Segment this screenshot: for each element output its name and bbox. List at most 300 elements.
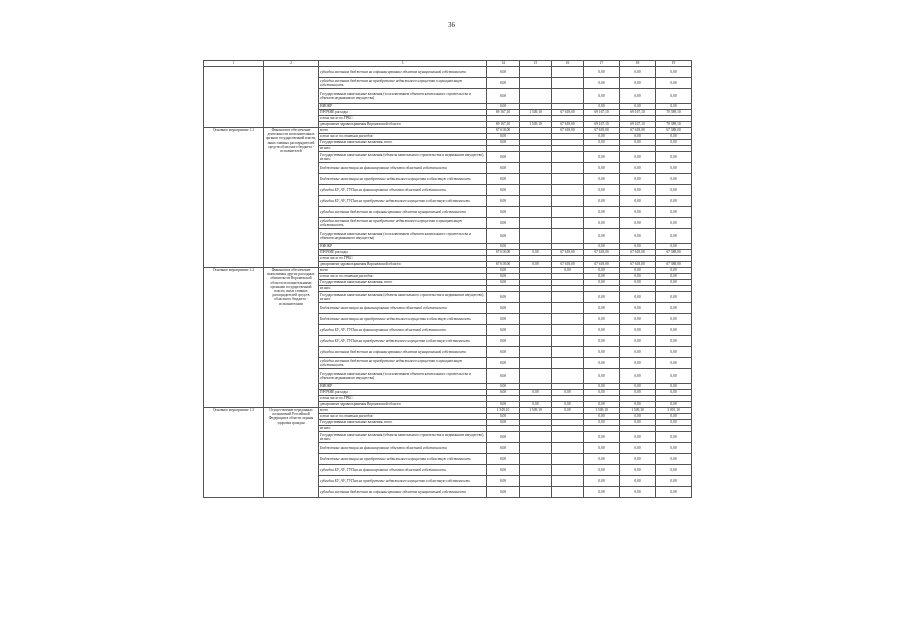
amount-cell: 0,00 (584, 390, 620, 396)
amount-cell: 69 167,10 (584, 122, 620, 128)
amount-cell: 0,00 (656, 229, 692, 244)
amount-cell: 0,00 (656, 487, 692, 498)
amount-cell: 0,00 (620, 402, 656, 408)
amount-cell: 0,00 (584, 280, 620, 286)
amount-cell: 0,00 (620, 314, 656, 325)
amount-cell: 0,00 (487, 67, 520, 78)
amount-cell (552, 369, 584, 384)
expense-item-cell: Бюджетные инвестиции на приобретение недвижимого имущества в областную собственность (319, 454, 487, 465)
amount-cell (520, 67, 552, 78)
expense-item-cell: Государственные капитальные вложения (объекты капитального строительства и недвижимое имущество), из них: (319, 432, 487, 443)
amount-cell: 0,00 (620, 369, 656, 384)
amount-cell (552, 454, 584, 465)
amount-cell (520, 78, 552, 89)
amount-cell: 0,00 (620, 134, 656, 140)
expense-item-cell: в том числе по статьям расходов: (319, 134, 487, 140)
amount-cell: 67 618,00 (620, 250, 656, 256)
expense-item-cell: субсидии местным бюджетам на приобретение недвижимого имущества в муниципальную собственность (319, 358, 487, 369)
amount-cell: 0,00 (487, 196, 520, 207)
expense-item-cell: Бюджетные инвестиции на финансирование объектов областной собственности (319, 163, 487, 174)
amount-cell: 0,00 (584, 218, 620, 229)
amount-cell: 0,00 (620, 384, 656, 390)
amount-cell: 0,00 (584, 134, 620, 140)
amount-cell: 0,00 (584, 414, 620, 420)
amount-cell: 0,00 (487, 303, 520, 314)
amount-cell (552, 347, 584, 358)
amount-cell: 69 167,10 (487, 110, 520, 116)
amount-cell: 0,00 (656, 218, 692, 229)
amount-cell (552, 185, 584, 196)
expense-item-cell: всего (319, 128, 487, 134)
amount-cell: 0,00 (552, 390, 584, 396)
amount-cell: 67 618,00 (487, 250, 520, 256)
amount-cell: 0,00 (520, 262, 552, 268)
amount-cell: 0,00 (584, 104, 620, 110)
amount-cell: 0,00 (620, 152, 656, 163)
amount-cell (520, 487, 552, 498)
amount-cell: 0,00 (656, 174, 692, 185)
amount-cell: 0,00 (584, 369, 620, 384)
amount-cell: 0,00 (656, 454, 692, 465)
amount-cell: 0,00 (584, 174, 620, 185)
amount-cell: 67 618,00 (552, 110, 584, 116)
expense-item-cell: Бюджетные инвестиции на финансирование объектов областной собственности (319, 303, 487, 314)
amount-cell: 1 549,10 (520, 110, 552, 116)
expense-item-cell: департамент здравоохранения Воронежской области (319, 122, 487, 128)
amount-cell (552, 465, 584, 476)
amount-cell: 0,00 (584, 314, 620, 325)
amount-cell: 0,00 (584, 67, 620, 78)
amount-cell (552, 78, 584, 89)
amount-cell (552, 487, 584, 498)
amount-cell: 0,00 (656, 104, 692, 110)
amount-cell: 70 389,10 (656, 122, 692, 128)
amount-cell: 1 549,10 (520, 408, 552, 414)
page-number: 36 (448, 21, 455, 29)
expense-item-cell: НИОКР (319, 104, 487, 110)
expense-item-cell: субсидии БУ, АУ, ГУПам на приобретение недвижимого имущества в областную собственность (319, 336, 487, 347)
amount-cell: 0,00 (620, 347, 656, 358)
amount-cell: 0,00 (487, 104, 520, 110)
amount-cell: 0,00 (487, 140, 520, 146)
amount-cell (520, 207, 552, 218)
expense-item-cell: ПРОЧИЕ расходы (319, 390, 487, 396)
expense-item-cell: субсидии местным бюджетам на софинансирование объектов муниципальной собственности (319, 347, 487, 358)
expense-item-cell: в том числе по ГРБС: (319, 116, 487, 122)
amount-cell: 1 549,10 (620, 408, 656, 414)
amount-cell: 0,00 (656, 420, 692, 426)
expense-item-cell: Государственные капитальные вложения (объекты капитального строительства и недвижимое имущество), из них: (319, 152, 487, 163)
amount-cell: 0,00 (656, 67, 692, 78)
amount-cell: 0,00 (620, 414, 656, 420)
header-cell: 15 (520, 61, 552, 67)
amount-cell: 0,00 (584, 432, 620, 443)
amount-cell: 67 618,00 (487, 128, 520, 134)
amount-cell: 0,00 (620, 89, 656, 104)
expense-item-cell: из них: (319, 146, 487, 152)
amount-cell: 0,00 (620, 244, 656, 250)
expense-item-cell: субсидии местным бюджетам на приобретение недвижимого имущества в муниципальную собственность (319, 78, 487, 89)
amount-cell: 0,00 (620, 432, 656, 443)
header-cell: 2 (264, 61, 319, 67)
amount-cell: 0,00 (656, 358, 692, 369)
amount-cell: 0,00 (584, 196, 620, 207)
amount-cell: 0,00 (584, 152, 620, 163)
amount-cell (520, 185, 552, 196)
amount-cell: 67 388,00 (656, 262, 692, 268)
amount-cell: 0,00 (487, 174, 520, 185)
expense-item-cell: субсидии БУ, АУ, ГУПам на финансирование объектов областной собственности (319, 185, 487, 196)
amount-cell: 0,00 (487, 432, 520, 443)
amount-cell: 0,00 (656, 443, 692, 454)
amount-cell (552, 67, 584, 78)
amount-cell: 0,00 (620, 229, 656, 244)
amount-cell: 70 389,10 (656, 110, 692, 116)
amount-cell: 0,00 (620, 174, 656, 185)
amount-cell: 0,00 (487, 476, 520, 487)
amount-cell (520, 196, 552, 207)
amount-cell (552, 292, 584, 303)
amount-cell: 0,00 (620, 274, 656, 280)
amount-cell: 0,00 (584, 292, 620, 303)
expense-item-cell: субсидии местным бюджетам на софинансирование объектов муниципальной собственности (319, 487, 487, 498)
amount-cell: 0,00 (584, 244, 620, 250)
amount-cell: 0,00 (620, 218, 656, 229)
expense-item-cell: НИОКР (319, 244, 487, 250)
amount-cell: 0,00 (487, 347, 520, 358)
amount-cell: 0,00 (487, 390, 520, 396)
amount-cell: 0,00 (487, 274, 520, 280)
amount-cell (520, 325, 552, 336)
amount-cell: 0,00 (656, 185, 692, 196)
amount-cell (520, 369, 552, 384)
header-cell: 16 (552, 61, 584, 67)
amount-cell: 0,00 (487, 487, 520, 498)
amount-cell: 69 167,10 (620, 122, 656, 128)
amount-cell: 0,00 (520, 390, 552, 396)
amount-cell: 0,00 (487, 443, 520, 454)
expense-item-cell: Государственные капитальные вложения (за исключением объектов капитального строительства и объектов недвижимого имущества) (319, 229, 487, 244)
header-cell: 19 (656, 61, 692, 67)
amount-cell (552, 196, 584, 207)
amount-cell (520, 292, 552, 303)
amount-cell: 0,00 (620, 325, 656, 336)
amount-cell: 0,00 (620, 358, 656, 369)
amount-cell: 0,00 (620, 268, 656, 274)
amount-cell: 0,00 (656, 274, 692, 280)
header-cell: 18 (620, 61, 656, 67)
amount-cell: 0,00 (487, 244, 520, 250)
amount-cell: 0,00 (620, 420, 656, 426)
amount-cell: 0,00 (552, 408, 584, 414)
amount-cell: 0,00 (487, 268, 520, 274)
amount-cell (520, 218, 552, 229)
expense-item-cell: НИОКР (319, 384, 487, 390)
amount-cell: 0,00 (487, 134, 520, 140)
amount-cell: 0,00 (656, 207, 692, 218)
amount-cell: 0,00 (584, 274, 620, 280)
amount-cell: 0,00 (656, 369, 692, 384)
amount-cell: 0,00 (487, 465, 520, 476)
amount-cell: 0,00 (620, 78, 656, 89)
amount-cell: 0,00 (584, 303, 620, 314)
event-description-cell: Осуществление переданных полномочий Российской Федерации в области охраны здоровья граждан (264, 408, 319, 498)
amount-cell (520, 174, 552, 185)
expense-item-cell: всего (319, 268, 487, 274)
amount-cell: 0,00 (584, 325, 620, 336)
amount-cell: 0,00 (656, 280, 692, 286)
amount-cell (552, 314, 584, 325)
amount-cell: 0,00 (656, 196, 692, 207)
amount-cell: 0,00 (584, 443, 620, 454)
event-name-cell: Основное мероприятие 1.1 (204, 128, 264, 268)
amount-cell: 0,00 (584, 336, 620, 347)
expense-item-cell: Государственные капитальные вложения, всего (319, 140, 487, 146)
expense-item-cell: Государственные капитальные вложения (за исключением объектов капитального строительства и объектов недвижимого имущества) (319, 369, 487, 384)
amount-cell (520, 89, 552, 104)
amount-cell: 0,00 (584, 454, 620, 465)
expense-item-cell: Бюджетные инвестиции на финансирование объектов областной собственности (319, 443, 487, 454)
amount-cell: 0,00 (487, 280, 520, 286)
expense-item-cell: в том числе по ГРБС: (319, 256, 487, 262)
amount-cell: 0,00 (487, 152, 520, 163)
expense-item-cell: всего (319, 408, 487, 414)
expense-item-cell: субсидии местным бюджетам на софинансирование объектов муниципальной собственности (319, 67, 487, 78)
amount-cell: 0,00 (620, 196, 656, 207)
amount-cell (520, 229, 552, 244)
amount-cell: 0,00 (487, 454, 520, 465)
amount-cell (552, 152, 584, 163)
amount-cell: 0,00 (487, 163, 520, 174)
amount-cell: 0,00 (656, 292, 692, 303)
amount-cell: 0,00 (487, 384, 520, 390)
amount-cell: 0,00 (656, 390, 692, 396)
amount-cell: 67 618,00 (552, 122, 584, 128)
amount-cell: 0,00 (487, 185, 520, 196)
amount-cell: 0,00 (656, 336, 692, 347)
amount-cell: 0,00 (656, 134, 692, 140)
expense-item-cell: ПРОЧИЕ расходы (319, 250, 487, 256)
amount-cell: 0,00 (584, 487, 620, 498)
amount-cell (520, 465, 552, 476)
amount-cell: 0,00 (584, 140, 620, 146)
amount-cell: 67 618,00 (620, 128, 656, 134)
amount-cell: 0,00 (656, 78, 692, 89)
amount-cell: 0,00 (656, 476, 692, 487)
amount-cell: 0,00 (584, 268, 620, 274)
amount-cell: 0,00 (620, 303, 656, 314)
amount-cell: 0,00 (584, 358, 620, 369)
amount-cell: 67 618,00 (487, 262, 520, 268)
amount-cell (552, 325, 584, 336)
expense-item-cell: субсидии БУ, АУ, ГУПам на финансирование объектов областной собственности (319, 465, 487, 476)
amount-cell: 0,00 (656, 325, 692, 336)
amount-cell: 0,00 (656, 89, 692, 104)
amount-cell: 0,00 (584, 78, 620, 89)
amount-cell: 0,00 (584, 420, 620, 426)
amount-cell: 0,00 (487, 336, 520, 347)
amount-cell: 0,00 (584, 229, 620, 244)
amount-cell: 0,00 (487, 420, 520, 426)
amount-cell: 0,00 (656, 152, 692, 163)
expense-item-cell: из них: (319, 286, 487, 292)
amount-cell (552, 443, 584, 454)
amount-cell: 67 618,00 (584, 262, 620, 268)
amount-cell: 0,00 (620, 104, 656, 110)
event-name-cell: Основное мероприятие 1.2 (204, 268, 264, 408)
amount-cell (552, 476, 584, 487)
amount-cell: 0,00 (656, 140, 692, 146)
amount-cell (520, 454, 552, 465)
amount-cell: 0,00 (487, 314, 520, 325)
amount-cell: 0,00 (656, 268, 692, 274)
amount-cell: 0,00 (656, 414, 692, 420)
amount-cell: 0,00 (656, 314, 692, 325)
amount-cell (520, 476, 552, 487)
amount-cell: 0,00 (487, 78, 520, 89)
amount-cell: 0,00 (487, 402, 520, 408)
table-row (204, 67, 692, 78)
amount-cell: 0,00 (620, 443, 656, 454)
amount-cell: 67 618,00 (584, 128, 620, 134)
amount-cell (520, 358, 552, 369)
amount-cell: 67 618,00 (552, 250, 584, 256)
amount-cell: 0,00 (656, 465, 692, 476)
amount-cell (520, 432, 552, 443)
amount-cell: 0,00 (584, 163, 620, 174)
amount-cell: 0,00 (656, 384, 692, 390)
amount-cell: 0,00 (487, 218, 520, 229)
amount-cell: 0,00 (656, 347, 692, 358)
amount-cell (520, 152, 552, 163)
expense-item-cell: в том числе по статьям расходов: (319, 414, 487, 420)
amount-cell (520, 163, 552, 174)
expense-item-cell: из них: (319, 426, 487, 432)
event-description-cell: Финансовое обеспечение выполнения других расходных обязательств Воронежской области исполнительными органами государственной власти, иных главных распорядителей средств областного бюджета - исполнителями (264, 268, 319, 408)
amount-cell: 0,00 (656, 163, 692, 174)
amount-cell: 67 618,00 (552, 262, 584, 268)
amount-cell (552, 207, 584, 218)
amount-cell: 3 001,10 (656, 408, 692, 414)
amount-cell: 0,00 (620, 163, 656, 174)
expense-item-cell: Государственные капитальные вложения, всего (319, 280, 487, 286)
amount-cell (552, 336, 584, 347)
amount-cell: 0,00 (552, 268, 584, 274)
amount-cell: 67 618,00 (552, 128, 584, 134)
amount-cell: 0,00 (656, 402, 692, 408)
amount-cell: 0,00 (584, 207, 620, 218)
event-name-cell (204, 67, 264, 128)
amount-cell: 69 167,10 (584, 110, 620, 116)
amount-cell (552, 218, 584, 229)
amount-cell (520, 347, 552, 358)
amount-cell: 0,00 (656, 432, 692, 443)
amount-cell: 0,00 (584, 384, 620, 390)
amount-cell: 0,00 (487, 369, 520, 384)
header-cell: 3 (319, 61, 487, 67)
amount-cell: 0,00 (584, 465, 620, 476)
amount-cell: 0,00 (584, 89, 620, 104)
amount-cell: 0,00 (620, 185, 656, 196)
amount-cell: 0,00 (620, 140, 656, 146)
amount-cell (520, 314, 552, 325)
amount-cell: 0,00 (656, 244, 692, 250)
expense-item-cell: в том числе по ГРБС: (319, 396, 487, 402)
amount-cell (552, 229, 584, 244)
expense-item-cell: субсидии БУ, АУ, ГУПам на приобретение недвижимого имущества в областную собственность (319, 196, 487, 207)
expense-item-cell: Государственные капитальные вложения (за исключением объектов капитального строительства и объектов недвижимого имущества) (319, 89, 487, 104)
amount-cell (520, 336, 552, 347)
amount-cell: 0,00 (552, 402, 584, 408)
header-cell: 17 (584, 61, 620, 67)
amount-cell (552, 432, 584, 443)
header-cell: 1 (204, 61, 264, 67)
amount-cell: 0,00 (620, 454, 656, 465)
expense-item-cell: Бюджетные инвестиции на приобретение недвижимого имущества в областную собственность (319, 314, 487, 325)
amount-cell: 0,00 (620, 390, 656, 396)
expense-item-cell: департамент здравоохранения Воронежской области (319, 262, 487, 268)
event-description-cell (264, 67, 319, 128)
expense-item-cell: субсидии местным бюджетам на софинансирование объектов муниципальной собственности (319, 207, 487, 218)
amount-cell: 1 549,10 (584, 408, 620, 414)
amount-cell: 1 549,10 (487, 408, 520, 414)
amount-cell: 0,00 (487, 229, 520, 244)
expense-item-cell: Государственные капитальные вложения, всего (319, 420, 487, 426)
amount-cell: 67 388,00 (656, 128, 692, 134)
amount-cell (552, 163, 584, 174)
amount-cell: 0,00 (584, 347, 620, 358)
amount-cell (520, 303, 552, 314)
amount-cell (520, 443, 552, 454)
budget-table (203, 60, 692, 498)
amount-cell: 0,00 (487, 89, 520, 104)
amount-cell: 0,00 (620, 465, 656, 476)
amount-cell: 67 618,00 (620, 262, 656, 268)
expense-item-cell: субсидии местным бюджетам на приобретение недвижимого имущества в муниципальную собственность (319, 218, 487, 229)
amount-cell: 0,00 (620, 487, 656, 498)
amount-cell: 0,00 (620, 336, 656, 347)
amount-cell: 0,00 (620, 280, 656, 286)
amount-cell: 0,00 (487, 358, 520, 369)
amount-cell: 0,00 (520, 402, 552, 408)
amount-cell: 0,00 (487, 207, 520, 218)
amount-cell: 0,00 (620, 67, 656, 78)
expense-item-cell: ПРОЧИЕ расходы (319, 110, 487, 116)
amount-cell: 0,00 (520, 250, 552, 256)
amount-cell: 1 549,10 (520, 122, 552, 128)
amount-cell: 0,00 (584, 476, 620, 487)
amount-cell (552, 358, 584, 369)
amount-cell: 67 618,00 (584, 250, 620, 256)
amount-cell: 0,00 (584, 402, 620, 408)
expense-item-cell: в том числе по статьям расходов: (319, 274, 487, 280)
amount-cell: 0,00 (620, 207, 656, 218)
amount-cell: 67 388,00 (656, 250, 692, 256)
amount-cell (552, 303, 584, 314)
amount-cell (552, 174, 584, 185)
event-description-cell: Финансовое обеспечение деятельности исполнительных органов государственной власти, иных главных распорядителей средств областного бюджета - исполнителей (264, 128, 319, 268)
expense-item-cell: Государственные капитальные вложения (объекты капитального строительства и недвижимое имущество), из них: (319, 292, 487, 303)
amount-cell: 0,00 (487, 292, 520, 303)
expense-item-cell: Бюджетные инвестиции на приобретение недвижимого имущества в областную собственность (319, 174, 487, 185)
amount-cell: 0,00 (656, 303, 692, 314)
amount-cell: 69 167,10 (487, 122, 520, 128)
expense-item-cell: субсидии БУ, АУ, ГУПам на финансирование объектов областной собственности (319, 325, 487, 336)
header-cell: 14 (487, 61, 520, 67)
amount-cell: 69 167,10 (620, 110, 656, 116)
amount-cell: 0,00 (487, 325, 520, 336)
event-name-cell: Основное мероприятие 1.3 (204, 408, 264, 498)
